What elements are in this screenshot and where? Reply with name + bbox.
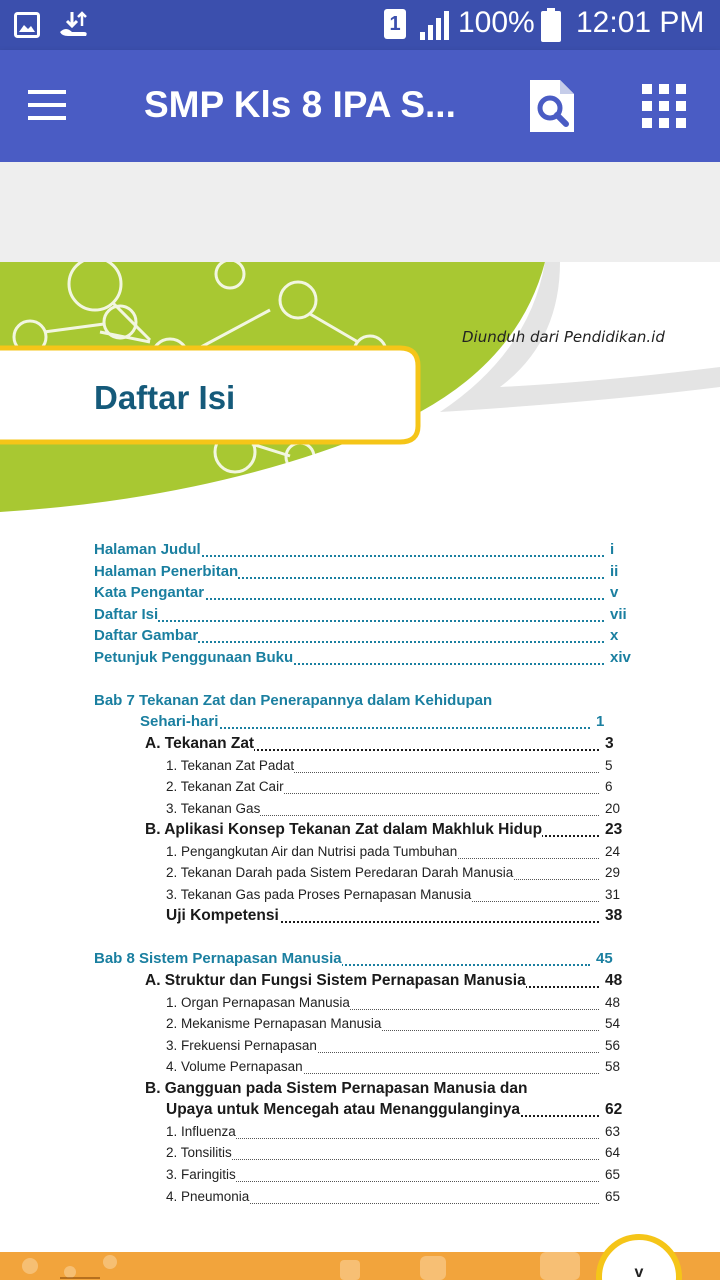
- toc-entry[interactable]: [94, 540, 640, 560]
- toc-entry[interactable]: [166, 1165, 635, 1185]
- toc-entry[interactable]: [166, 1100, 635, 1120]
- toc-entry-page: 65: [601, 1187, 635, 1207]
- toc-entry-title: 4. Volume Pernapasan: [166, 1059, 303, 1075]
- toc-entry-title: 3. Frekuensi Pernapasan: [166, 1037, 317, 1053]
- toc-entry-title: Halaman Penerbitan: [94, 562, 239, 580]
- toc-entry-page: i: [606, 540, 640, 560]
- toc-entry[interactable]: [94, 648, 640, 668]
- toc-entry[interactable]: [166, 1122, 635, 1142]
- toc-entry[interactable]: [166, 863, 635, 883]
- toc-entry-page: x: [606, 626, 640, 646]
- toc-entry[interactable]: [166, 756, 635, 776]
- apps-grid-icon: [640, 82, 688, 130]
- toc-leader-dots: [94, 620, 604, 622]
- toc-entry-title: 1. Pengangkutan Air dan Nutrisi pada Tumbuhan: [166, 843, 458, 859]
- toc-entry-page: 65: [601, 1165, 635, 1185]
- toc-entry[interactable]: [94, 562, 640, 582]
- toc-entry[interactable]: [94, 583, 640, 603]
- toc-entry-page: 56: [601, 1036, 635, 1056]
- toc-entry-page: 48: [601, 971, 635, 991]
- toc-entry-title: Petunjuk Penggunaan Buku: [94, 648, 294, 666]
- toc-entry[interactable]: [166, 1057, 635, 1077]
- battery-percentage: 100%: [458, 6, 535, 39]
- toc-entry-title: B. Aplikasi Konsep Tekanan Zat dalam Makhluk Hidup: [145, 821, 543, 839]
- sim-badge-icon: 1: [384, 9, 406, 39]
- toc-entry[interactable]: [145, 734, 635, 754]
- toc-entry-title: Bab 8 Sistem Pernapasan Manusia: [94, 950, 342, 968]
- clock: 12:01 PM: [576, 6, 705, 39]
- signal-icon: [418, 10, 450, 40]
- viewer-background: [0, 162, 720, 262]
- toc-entry-page: vii: [606, 605, 640, 625]
- toc-entry-page: xiv: [606, 648, 640, 668]
- toc-entry-title: B. Gangguan pada Sistem Pernapasan Manusia dan: [145, 1079, 528, 1097]
- toc-entry[interactable]: [166, 777, 635, 797]
- toc-entry-title: Uji Kompetensi: [166, 907, 279, 925]
- toc-entry-page: 38: [601, 906, 635, 926]
- app-title: SMP Kls 8 IPA S...: [144, 84, 456, 125]
- toc-entry[interactable]: [166, 1143, 635, 1163]
- download-notification-icon: [58, 10, 92, 40]
- toc-entry-title: 2. Mekanisme Pernapasan Manusia: [166, 1016, 382, 1032]
- toc-entry[interactable]: [94, 691, 626, 711]
- toc-entry-page: 3: [601, 734, 635, 754]
- toc-entry-title: Daftar Isi: [94, 605, 159, 623]
- toc-entry-page: 45: [592, 949, 626, 969]
- toc-entry[interactable]: [166, 1036, 635, 1056]
- toc-entry[interactable]: [94, 949, 626, 969]
- toc-entry-title: Bab 7 Tekanan Zat dan Penerapannya dalam Kehidupan: [94, 691, 493, 709]
- toc-entry-title: 1. Influenza: [166, 1123, 236, 1139]
- app-bar: [0, 50, 720, 162]
- page-header-decoration: [0, 262, 720, 522]
- apps-grid-button[interactable]: [640, 82, 688, 130]
- toc-entry[interactable]: [145, 971, 635, 991]
- search-document-icon: [524, 76, 580, 136]
- toc-entry-title: Sehari-hari: [140, 713, 219, 731]
- hamburger-menu-icon: [22, 80, 72, 130]
- toc-entry-title: A. Tekanan Zat: [145, 734, 255, 752]
- toc-entry-page: 64: [601, 1143, 635, 1163]
- toc-entry-page: 5: [601, 756, 635, 776]
- page-number-badge: v: [596, 1234, 682, 1280]
- toc-entry[interactable]: [145, 820, 635, 840]
- toc-entry-page: 6: [601, 777, 635, 797]
- toc-entry-page: 54: [601, 1014, 635, 1034]
- toc-entry[interactable]: [140, 712, 626, 732]
- toc-entry-page: 23: [601, 820, 635, 840]
- search-document-button[interactable]: [524, 76, 580, 136]
- toc-entry-title: 2. Tekanan Zat Cair: [166, 779, 284, 795]
- toc-entry-title: Daftar Gambar: [94, 627, 199, 645]
- toc-entry-page: 1: [592, 712, 626, 732]
- toc-entry-page: 31: [601, 885, 635, 905]
- toc-entry-page: 58: [601, 1057, 635, 1077]
- toc-entry[interactable]: [94, 605, 640, 625]
- source-note: Diunduh dari Pendidikan.id: [462, 328, 665, 346]
- toc-entry-page: 20: [601, 799, 635, 819]
- toc-entry[interactable]: [166, 842, 635, 862]
- status-bar: [0, 0, 720, 50]
- toc-entry[interactable]: [94, 626, 640, 646]
- toc-entry-title: Upaya untuk Mencegah atau Menanggulanginya: [166, 1101, 520, 1119]
- battery-icon: [540, 8, 562, 42]
- toc-entry-title: 3. Faringitis: [166, 1166, 236, 1182]
- toc-entry-title: 3. Tekanan Gas pada Proses Pernapasan Manusia: [166, 886, 472, 902]
- toc-entry-page: 29: [601, 863, 635, 883]
- toc-entry-page: 62: [601, 1100, 635, 1120]
- toc-entry-page: 63: [601, 1122, 635, 1142]
- toc-entry-page: v: [606, 583, 640, 603]
- toc-entry[interactable]: [166, 993, 635, 1013]
- book-page[interactable]: [0, 262, 720, 1280]
- toc-entry[interactable]: [145, 1079, 635, 1099]
- toc-entry-title: A. Struktur dan Fungsi Sistem Pernapasan Manusia: [145, 972, 526, 989]
- toc-entry-title: 1. Tekanan Zat Padat: [166, 757, 295, 773]
- toc-entry-title: 2. Tekanan Darah pada Sistem Peredaran Darah Manusia: [166, 865, 514, 881]
- toc-entry-title: 3. Tekanan Gas: [166, 800, 261, 816]
- toc-entry-title: Halaman Judul: [94, 541, 201, 558]
- toc-entry[interactable]: [166, 799, 635, 819]
- gallery-notification-icon: [14, 12, 40, 38]
- toc-entry-page: ii: [606, 562, 640, 582]
- toc-entry[interactable]: [166, 906, 635, 926]
- toc-entry[interactable]: [166, 1187, 635, 1207]
- page-heading: Daftar Isi: [94, 379, 236, 416]
- toc-entry-title: Kata Pengantar: [94, 584, 205, 602]
- toc-entry-title: 2. Tonsilitis: [166, 1145, 232, 1161]
- menu-button[interactable]: [22, 80, 72, 130]
- toc-entry-page: 24: [601, 842, 635, 862]
- toc-entry-page: 48: [601, 993, 635, 1013]
- toc-entry[interactable]: [166, 1014, 635, 1034]
- toc-entry-title: 4. Pneumonia: [166, 1188, 250, 1204]
- toc-entry[interactable]: [166, 885, 635, 905]
- toc-entry-title: 1. Organ Pernapasan Manusia: [166, 994, 350, 1010]
